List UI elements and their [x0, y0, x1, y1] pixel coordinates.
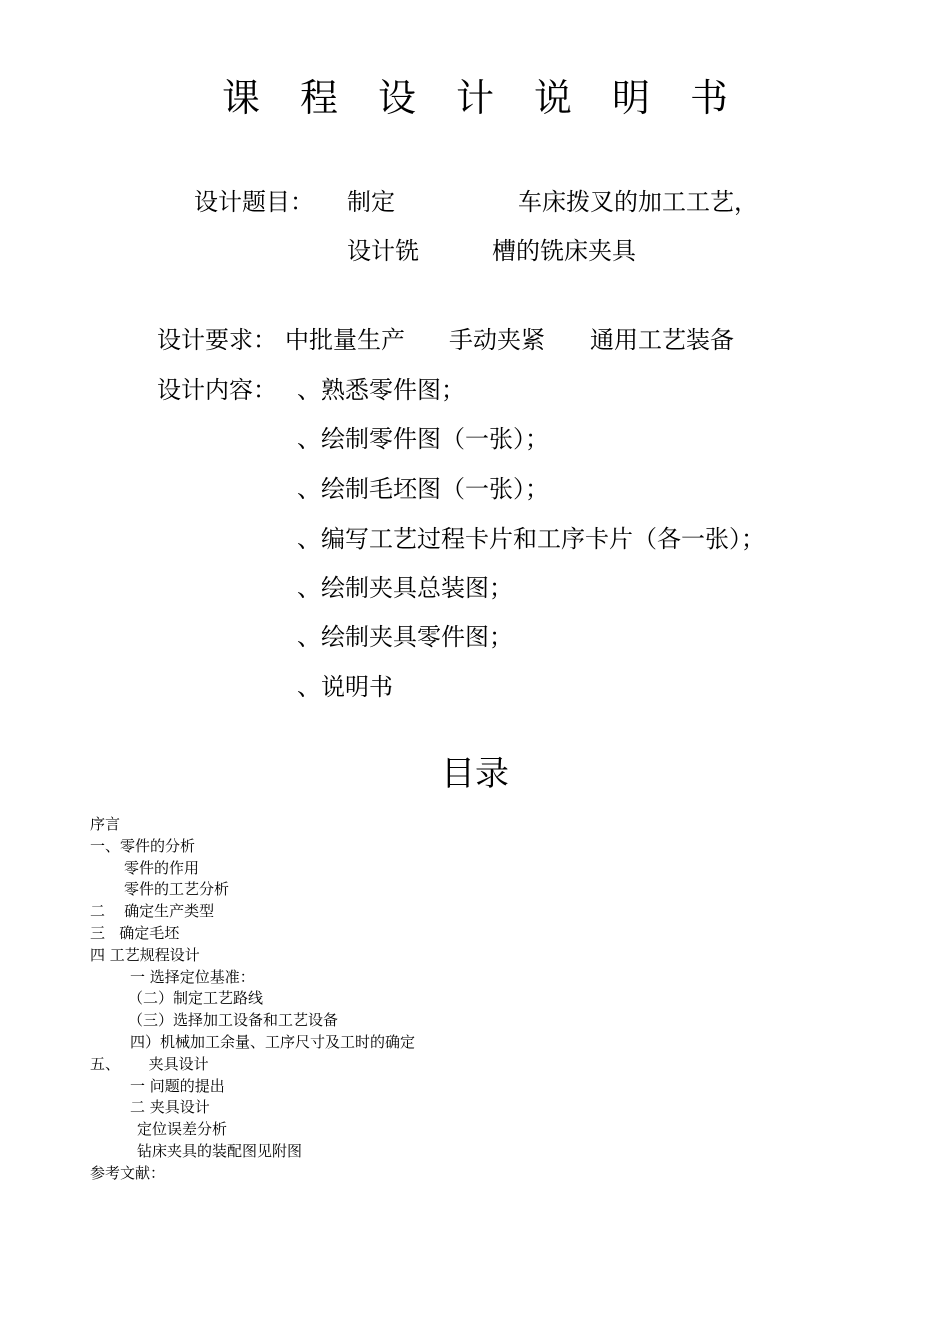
design-content-item: 、绘制夹具总装图；: [297, 574, 513, 602]
toc-item: 一、零件的分析: [90, 836, 196, 855]
design-topic-part1: 制定: [347, 188, 395, 216]
toc-item: 二 夹具设计: [130, 1098, 210, 1117]
toc-item: 零件的工艺分析: [124, 880, 230, 899]
toc-item: 五、 夹具设计: [90, 1054, 209, 1073]
toc-item: 四）机械加工余量、工序尺寸及工时的确定: [130, 1032, 416, 1051]
document-title: 课程设计说明书: [221, 76, 768, 120]
design-topic-part2: 车床拨叉的加工工艺，: [518, 188, 758, 216]
design-requirement-item: 手动夹紧: [449, 326, 545, 354]
toc-item: 参考文献：: [90, 1163, 166, 1182]
design-requirement-item: 中批量生产: [285, 326, 405, 354]
design-requirement-item: 通用工艺装备: [590, 326, 734, 354]
design-topic-part4: 槽的铣床夹具: [492, 237, 636, 265]
toc-item: 零件的作用: [124, 858, 200, 877]
design-requirements-label: 设计要求：: [157, 326, 277, 354]
design-content-label: 设计内容：: [157, 376, 277, 404]
toc-item: 一 选择定位基准：: [130, 967, 255, 986]
design-content-item: 、绘制毛坯图（一张）；: [297, 475, 549, 503]
design-content-item: 、绘制零件图（一张）；: [297, 425, 549, 453]
design-content-item: 、熟悉零件图；: [297, 376, 465, 404]
toc-item: 序言: [90, 815, 121, 833]
toc-item: 三 确定毛坯: [90, 923, 180, 942]
toc-item: 二 确定生产类型: [90, 902, 215, 921]
design-content-item: 、绘制夹具零件图；: [297, 623, 513, 651]
design-content-item: 、说明书: [297, 673, 393, 701]
toc-item: 四 工艺规程设计: [90, 945, 200, 964]
design-topic-label: 设计题目：: [194, 188, 314, 216]
toc-item: 定位误差分析: [137, 1120, 228, 1139]
toc-item: 一 问题的提出: [130, 1076, 225, 1095]
toc-item: （二）制定工艺路线: [128, 989, 264, 1008]
design-content-item: 、编写工艺过程卡片和工序卡片（各一张）；: [297, 525, 765, 553]
toc-item: 钻床夹具的装配图见附图: [137, 1141, 303, 1160]
toc-item: （三）选择加工设备和工艺设备: [128, 1011, 339, 1030]
toc-title: 目录: [441, 754, 509, 794]
toc-list: [90, 814, 790, 1185]
design-topic-part3: 设计铣: [347, 237, 419, 265]
